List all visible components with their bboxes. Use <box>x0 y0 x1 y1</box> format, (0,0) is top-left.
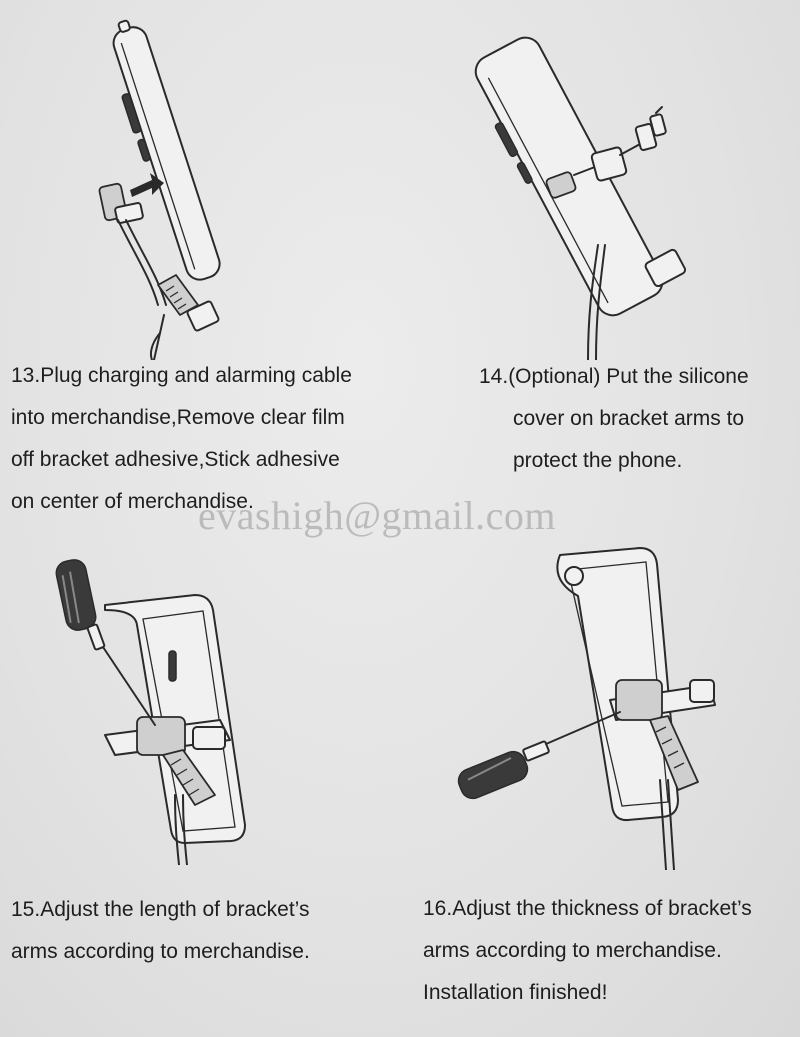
step-16-line: 16.Adjust the thickness of bracket’s <box>423 897 752 920</box>
step-13-illustration <box>80 15 280 360</box>
step-16-illustration <box>450 540 720 870</box>
step-15-line: arms according to merchandise. <box>11 940 310 963</box>
step-14-line: cover on bracket arms to <box>513 407 745 430</box>
step-13-line: into merchandise,Remove clear film <box>11 406 345 429</box>
step-14-illustration <box>470 15 700 360</box>
step-13-line: off bracket adhesive,Stick adhesive <box>11 448 340 471</box>
step-15-caption <box>11 889 310 973</box>
step-16-line: Installation finished! <box>423 981 608 1004</box>
email-watermark: evashigh@gmail.com <box>198 493 556 538</box>
step-14-line: 14.(Optional) Put the silicone <box>479 365 749 388</box>
step-16-line: arms according to merchandise. <box>423 939 722 962</box>
step-15-line: 15.Adjust the length of bracket’s <box>11 898 310 921</box>
step-14-caption <box>479 356 749 482</box>
step-15-illustration <box>45 555 260 865</box>
step-14-line: protect the phone. <box>513 449 683 472</box>
step-13-line: on center of merchandise. <box>11 490 254 513</box>
step-13-line: 13.Plug charging and alarming cable <box>11 364 352 387</box>
step-16-caption <box>423 888 752 1014</box>
